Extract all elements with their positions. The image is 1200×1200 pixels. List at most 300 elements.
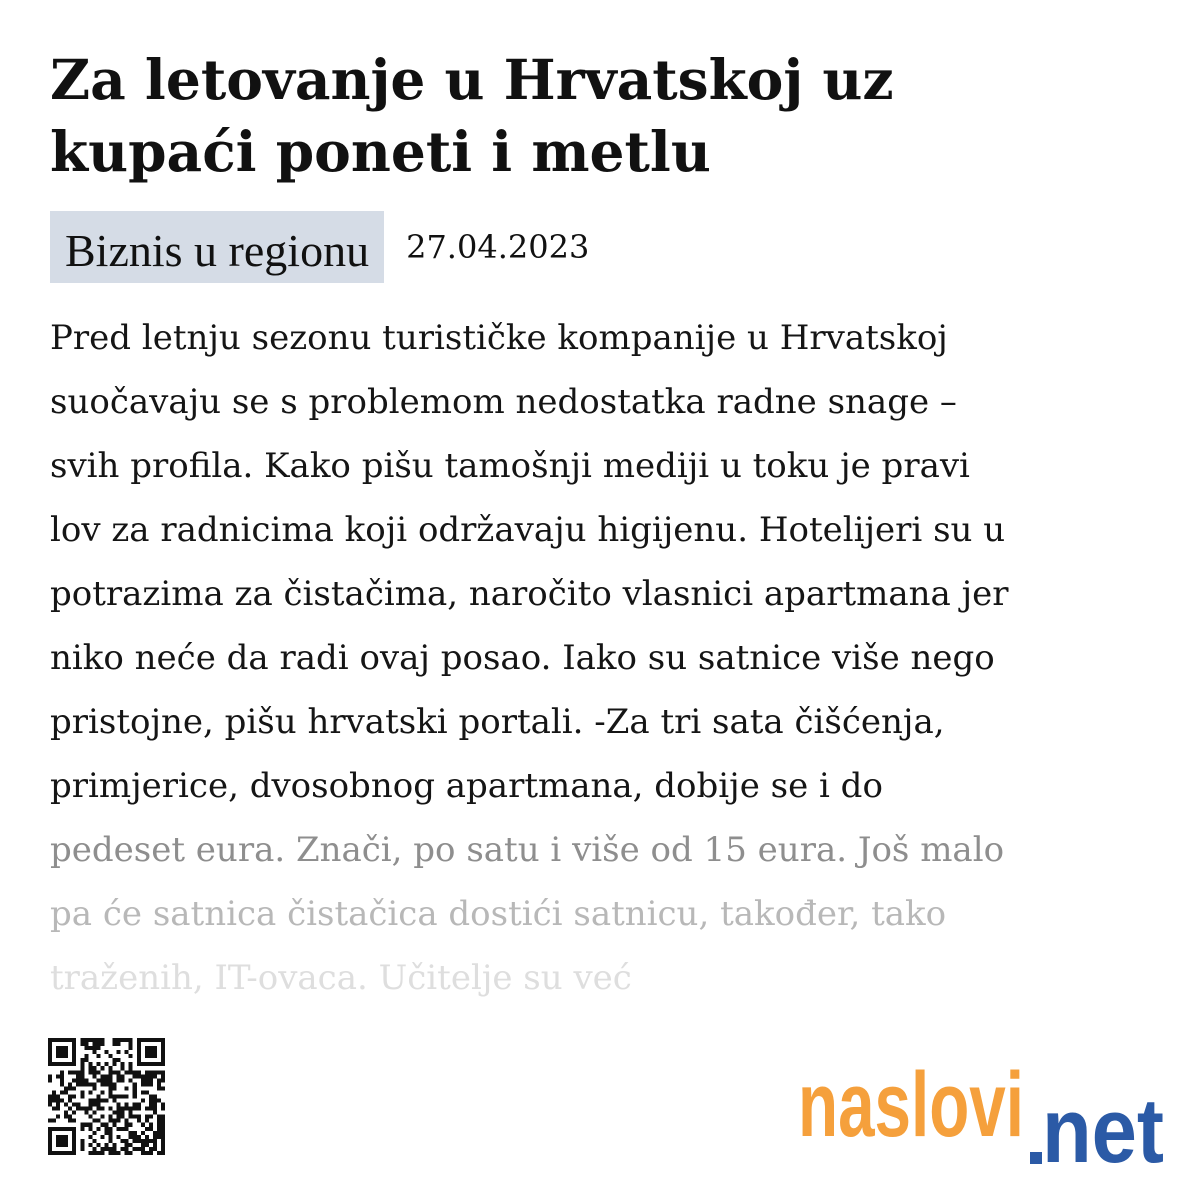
qr-module [141, 1082, 145, 1086]
qr-module [64, 1139, 68, 1143]
qr-module [88, 1090, 92, 1094]
qr-module [68, 1099, 72, 1103]
qr-module [68, 1127, 72, 1131]
qr-module [60, 1151, 64, 1155]
naslovi-net-logo[interactable] [798, 1056, 1166, 1168]
qr-module [68, 1119, 72, 1123]
qr-module [125, 1070, 129, 1074]
qr-module [133, 1147, 137, 1151]
qr-module [121, 1062, 125, 1066]
qr-module [88, 1127, 92, 1131]
qr-module [96, 1062, 100, 1066]
qr-module [48, 1042, 52, 1046]
qr-module [137, 1042, 141, 1046]
qr-module [125, 1151, 129, 1155]
qr-module [161, 1147, 165, 1151]
body-line: potrazima za čistačima, naročito vlasnici apartmana jer [50, 574, 1009, 614]
qr-module [137, 1135, 141, 1139]
qr-module [109, 1070, 113, 1074]
qr-module [100, 1115, 104, 1119]
qr-module [149, 1046, 153, 1050]
qr-module [137, 1046, 141, 1050]
qr-module [113, 1086, 117, 1090]
qr-module [60, 1139, 64, 1143]
qr-module [145, 1139, 149, 1143]
qr-module [88, 1066, 92, 1070]
article-headline[interactable] [50, 44, 1150, 188]
qr-module [133, 1074, 137, 1078]
body-line: lov za radnicima koji održavaju higijenu. Hotelijeri su u [50, 510, 1006, 550]
qr-module [84, 1046, 88, 1050]
qr-module [96, 1099, 100, 1103]
qr-module [72, 1127, 76, 1131]
qr-module [64, 1086, 68, 1090]
qr-module [80, 1147, 84, 1151]
qr-module [117, 1151, 121, 1155]
qr-module [64, 1127, 68, 1131]
qr-module [96, 1103, 100, 1107]
qr-module [149, 1054, 153, 1058]
qr-module [157, 1123, 161, 1127]
qr-module [52, 1090, 56, 1094]
publish-date: 27.04.2023 [406, 228, 590, 266]
qr-module [153, 1070, 157, 1074]
qr-module [68, 1082, 72, 1086]
qr-module [109, 1139, 113, 1143]
qr-module [72, 1103, 76, 1107]
qr-module [104, 1050, 108, 1054]
qr-module [137, 1062, 141, 1066]
qr-module [109, 1066, 113, 1070]
qr-module [157, 1115, 161, 1119]
body-line: svih profila. Kako pišu tamošnji mediji u toku je pravi [50, 446, 970, 486]
qr-module [72, 1086, 76, 1090]
qr-module [129, 1078, 133, 1082]
body-line: pa će satnica čistačica dostići satnicu, također, tako [50, 894, 947, 934]
qr-module [133, 1139, 137, 1143]
qr-module [60, 1090, 64, 1094]
qr-module [96, 1094, 100, 1098]
qr-module [72, 1119, 76, 1123]
qr-module [60, 1143, 64, 1147]
category-tag[interactable]: Biznis u regionu [50, 211, 384, 283]
qr-module [113, 1099, 117, 1103]
qr-module [72, 1151, 76, 1155]
qr-module [145, 1050, 149, 1054]
qr-module [117, 1042, 121, 1046]
qr-module [80, 1123, 84, 1127]
qr-module [72, 1111, 76, 1115]
qr-module [149, 1070, 153, 1074]
qr-module [161, 1050, 165, 1054]
qr-module [137, 1058, 141, 1062]
qr-module [145, 1038, 149, 1042]
qr-module [80, 1139, 84, 1143]
qr-module [52, 1094, 56, 1098]
qr-module [157, 1062, 161, 1066]
qr-module [96, 1038, 100, 1042]
qr-module [56, 1050, 60, 1054]
qr-module [161, 1070, 165, 1074]
qr-module [64, 1143, 68, 1147]
qr-module [125, 1139, 129, 1143]
qr-module [145, 1107, 149, 1111]
qr-module [125, 1086, 129, 1090]
qr-module [48, 1139, 52, 1143]
qr-module [100, 1099, 104, 1103]
qr-module [64, 1038, 68, 1042]
qr-module [56, 1094, 60, 1098]
qr-module [109, 1127, 113, 1131]
qr-module [48, 1143, 52, 1147]
qr-module [153, 1135, 157, 1139]
qr-module [157, 1038, 161, 1042]
qr-module [92, 1111, 96, 1115]
qr-module [145, 1074, 149, 1078]
qr-module [92, 1046, 96, 1050]
qr-module [56, 1151, 60, 1155]
qr-module [161, 1135, 165, 1139]
qr-module [80, 1143, 84, 1147]
article-body [50, 306, 1170, 1006]
qr-module [84, 1054, 88, 1058]
qr-module [84, 1123, 88, 1127]
qr-module [92, 1099, 96, 1103]
qr-module [133, 1090, 137, 1094]
qr-module [88, 1123, 92, 1127]
qr-module [92, 1066, 96, 1070]
qr-code-icon[interactable] [48, 1038, 165, 1155]
qr-module [56, 1135, 60, 1139]
qr-module [157, 1099, 161, 1103]
qr-module [68, 1062, 72, 1066]
qr-module [161, 1131, 165, 1135]
qr-module [145, 1119, 149, 1123]
qr-module [64, 1046, 68, 1050]
qr-module [80, 1070, 84, 1074]
qr-module [121, 1066, 125, 1070]
qr-module [129, 1135, 133, 1139]
qr-module [161, 1107, 165, 1111]
qr-module [145, 1143, 149, 1147]
qr-module [113, 1123, 117, 1127]
qr-module [56, 1046, 60, 1050]
qr-module [76, 1107, 80, 1111]
qr-module [153, 1054, 157, 1058]
qr-module [133, 1103, 137, 1107]
qr-module [141, 1143, 145, 1147]
qr-module [117, 1074, 121, 1078]
qr-module [149, 1123, 153, 1127]
qr-module [100, 1151, 104, 1155]
qr-module [117, 1050, 121, 1054]
qr-module [161, 1058, 165, 1062]
qr-module [129, 1111, 133, 1115]
qr-module [161, 1042, 165, 1046]
qr-module [72, 1078, 76, 1082]
qr-module [80, 1062, 84, 1066]
qr-module [52, 1119, 56, 1123]
qr-module [149, 1151, 153, 1155]
qr-module [149, 1147, 153, 1151]
qr-module [133, 1082, 137, 1086]
qr-module [125, 1123, 129, 1127]
qr-module [104, 1127, 108, 1131]
qr-module [60, 1074, 64, 1078]
qr-module [137, 1115, 141, 1119]
body-line: pristojne, pišu hrvatski portali. -Za tri sata čišćenja, [50, 702, 945, 742]
qr-module [113, 1058, 117, 1062]
qr-module [125, 1094, 129, 1098]
qr-module [121, 1147, 125, 1151]
qr-module [137, 1119, 141, 1123]
qr-module [113, 1147, 117, 1151]
qr-module [141, 1147, 145, 1151]
qr-module [117, 1094, 121, 1098]
logo-naslovi-text: naslovi [798, 1056, 1024, 1156]
qr-module [129, 1123, 133, 1127]
qr-module [149, 1038, 153, 1042]
qr-module [92, 1147, 96, 1151]
qr-module [60, 1078, 64, 1082]
qr-module [80, 1127, 84, 1131]
qr-module [72, 1054, 76, 1058]
qr-module [100, 1135, 104, 1139]
qr-module [96, 1143, 100, 1147]
qr-module [157, 1086, 161, 1090]
qr-module [113, 1082, 117, 1086]
qr-module [96, 1127, 100, 1131]
qr-module [113, 1062, 117, 1066]
qr-module [161, 1127, 165, 1131]
headline-line-1: Za letovanje u Hrvatskoj uz [50, 47, 894, 112]
qr-module [117, 1038, 121, 1042]
qr-module [161, 1038, 165, 1042]
qr-module [109, 1135, 113, 1139]
qr-module [100, 1038, 104, 1042]
qr-module [48, 1046, 52, 1050]
qr-module [153, 1139, 157, 1143]
qr-module [145, 1078, 149, 1082]
qr-module [121, 1139, 125, 1143]
qr-module [60, 1054, 64, 1058]
qr-module [125, 1127, 129, 1131]
qr-module [113, 1111, 117, 1115]
body-line: Pred letnju sezonu turističke kompanije u Hrvatskoj [50, 318, 948, 358]
qr-module [157, 1119, 161, 1123]
qr-module [149, 1107, 153, 1111]
qr-module [96, 1046, 100, 1050]
qr-module [72, 1147, 76, 1151]
qr-module [153, 1046, 157, 1050]
qr-module [133, 1107, 137, 1111]
qr-module [92, 1074, 96, 1078]
qr-module [129, 1131, 133, 1135]
qr-module [88, 1099, 92, 1103]
qr-module [76, 1078, 80, 1082]
qr-module [56, 1054, 60, 1058]
qr-module [64, 1050, 68, 1054]
qr-module [113, 1042, 117, 1046]
qr-module [68, 1094, 72, 1098]
qr-module [129, 1046, 133, 1050]
qr-module [145, 1090, 149, 1094]
qr-module [141, 1062, 145, 1066]
qr-module [145, 1062, 149, 1066]
qr-module [68, 1107, 72, 1111]
qr-module [137, 1107, 141, 1111]
qr-module [109, 1119, 113, 1123]
qr-module [48, 1050, 52, 1054]
qr-module [121, 1115, 125, 1119]
qr-module [113, 1094, 117, 1098]
qr-module [104, 1078, 108, 1082]
qr-module [141, 1038, 145, 1042]
qr-module [121, 1078, 125, 1082]
qr-module [133, 1070, 137, 1074]
qr-module [133, 1115, 137, 1119]
qr-module [125, 1038, 129, 1042]
qr-module [161, 1062, 165, 1066]
qr-module [80, 1094, 84, 1098]
qr-module [100, 1147, 104, 1151]
qr-module [80, 1058, 84, 1062]
qr-module [157, 1135, 161, 1139]
qr-module [96, 1042, 100, 1046]
qr-module [72, 1062, 76, 1066]
qr-module [60, 1070, 64, 1074]
qr-module [125, 1147, 129, 1151]
qr-module [68, 1070, 72, 1074]
qr-module [64, 1103, 68, 1107]
qr-module [137, 1038, 141, 1042]
qr-module [161, 1074, 165, 1078]
qr-module [161, 1123, 165, 1127]
qr-module [145, 1115, 149, 1119]
qr-module [137, 1050, 141, 1054]
qr-module [133, 1094, 137, 1098]
qr-module [117, 1058, 121, 1062]
body-line: pedeset eura. Znači, po satu i više od 15 eura. Još malo [50, 830, 1005, 870]
qr-module [161, 1151, 165, 1155]
qr-module [129, 1151, 133, 1155]
qr-module [84, 1078, 88, 1082]
qr-module [153, 1147, 157, 1151]
qr-module [157, 1070, 161, 1074]
qr-module [153, 1074, 157, 1078]
qr-module [52, 1127, 56, 1131]
qr-module [153, 1111, 157, 1115]
qr-module [88, 1115, 92, 1119]
qr-module [48, 1151, 52, 1155]
qr-module [76, 1074, 80, 1078]
qr-module [68, 1038, 72, 1042]
qr-module [60, 1038, 64, 1042]
qr-module [80, 1038, 84, 1042]
article-meta [50, 211, 589, 283]
qr-module [145, 1127, 149, 1131]
qr-module [92, 1082, 96, 1086]
qr-module [129, 1115, 133, 1119]
qr-module [88, 1107, 92, 1111]
qr-module [137, 1103, 141, 1107]
qr-module [76, 1070, 80, 1074]
qr-module [117, 1070, 121, 1074]
qr-module [137, 1054, 141, 1058]
qr-module [64, 1062, 68, 1066]
qr-module [117, 1103, 121, 1107]
qr-module [88, 1135, 92, 1139]
qr-module [149, 1062, 153, 1066]
qr-module [121, 1038, 125, 1042]
qr-module [125, 1050, 129, 1054]
qr-module [157, 1127, 161, 1131]
qr-module [153, 1131, 157, 1135]
qr-module [100, 1074, 104, 1078]
qr-module [141, 1151, 145, 1155]
qr-module [56, 1038, 60, 1042]
qr-module [161, 1139, 165, 1143]
qr-module [100, 1090, 104, 1094]
qr-module [117, 1115, 121, 1119]
qr-module [104, 1074, 108, 1078]
qr-module [72, 1058, 76, 1062]
qr-module [149, 1103, 153, 1107]
qr-module [96, 1054, 100, 1058]
qr-module [60, 1046, 64, 1050]
body-line: suočavaju se s problemom nedostatka radne snage – [50, 382, 957, 422]
qr-module [109, 1078, 113, 1082]
qr-module [52, 1099, 56, 1103]
qr-module [149, 1127, 153, 1131]
qr-module [153, 1050, 157, 1054]
qr-module [149, 1139, 153, 1143]
qr-module [161, 1086, 165, 1090]
qr-module [96, 1107, 100, 1111]
qr-module [64, 1135, 68, 1139]
qr-module [92, 1042, 96, 1046]
qr-module [109, 1082, 113, 1086]
qr-module [109, 1090, 113, 1094]
qr-module [88, 1082, 92, 1086]
qr-module [149, 1050, 153, 1054]
qr-module [137, 1147, 141, 1151]
qr-module [52, 1151, 56, 1155]
qr-module [88, 1038, 92, 1042]
qr-module [88, 1151, 92, 1155]
qr-module [109, 1107, 113, 1111]
qr-module [48, 1099, 52, 1103]
qr-module [80, 1107, 84, 1111]
qr-module [157, 1078, 161, 1082]
qr-module [88, 1070, 92, 1074]
qr-module [117, 1127, 121, 1131]
qr-module [157, 1131, 161, 1135]
qr-module [48, 1038, 52, 1042]
qr-module [48, 1062, 52, 1066]
qr-module [48, 1127, 52, 1131]
qr-module [161, 1115, 165, 1119]
qr-module [149, 1099, 153, 1103]
qr-module [153, 1143, 157, 1147]
qr-module [92, 1086, 96, 1090]
qr-module [48, 1058, 52, 1062]
qr-module [72, 1139, 76, 1143]
qr-module [125, 1107, 129, 1111]
qr-module [92, 1103, 96, 1107]
qr-module [161, 1046, 165, 1050]
qr-module [141, 1139, 145, 1143]
